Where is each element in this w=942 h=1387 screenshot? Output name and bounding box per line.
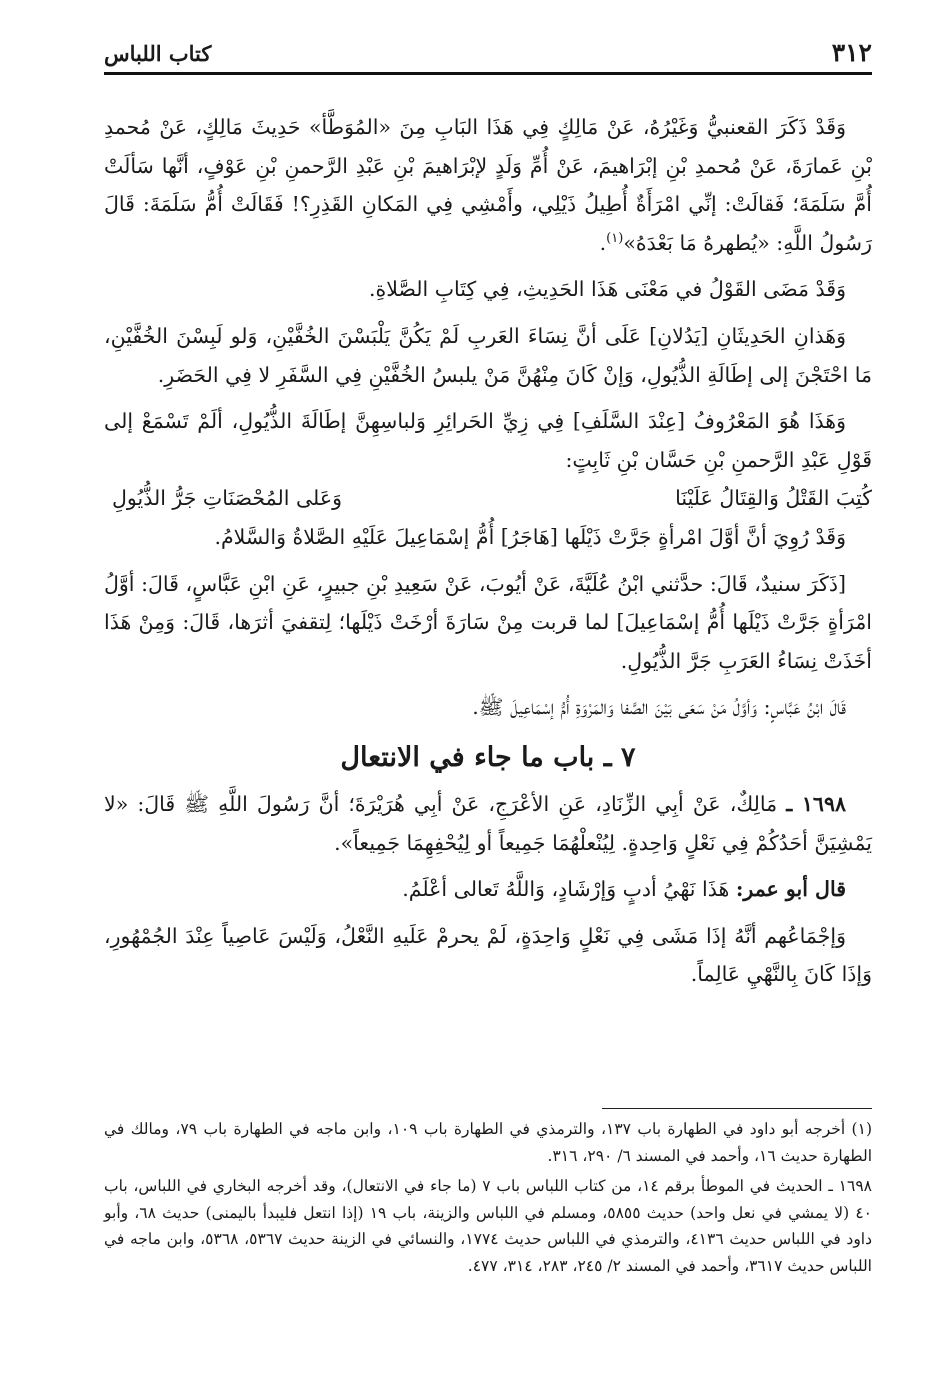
footnotes (104, 1116, 872, 1283)
paragraph-abu-umar (104, 870, 872, 909)
paragraph-two-hadiths: وَهَذانِ الحَدِيثَانِ [يَدُلانِ] عَلَى أنَّ نِسَاءَ العَربِ لَمْ يَكُنَّ يَلْبَسْنَ الخُفَّيْنِ، وَلو لَبِسْنَ الخُفَّيْنِ، مَا احْتَجْنَ إلى إطَالَةِ الذُّيُولِ، وَإنْ كَانَ مِنْهُنَّ مَنْ يلبسُ الخُفَّيْنِ فِي السَّفَرِ لا فِي الحَضَرِ. (104, 323, 872, 387)
paragraph-qanabi-text: وَقَدْ ذَكَرَ القعنبيُّ وَغَيْرُهُ، عَنْ مَالِكٍ فِي هَذَا البَابِ مِنَ «المُوَطَّأ» حَدِيثَ مَالِكٍ، عَنْ مُحمدِ بْنِ عَمارَةَ، عَنْ مُحمدِ بْنِ إبْرَاهيمَ، عَنْ أُمِّ وَلَدٍ لإبْرَاهيمَ بْنِ عَبْدِ الرَّحمنِ بْنِ عَوْفٍ، أنَّها سَألَتْ أُمَّ سَلَمَةَ؛ فَقالَتْ: إنِّي امْرَأَةٌ أُطِيلُ ذَيْلِي، وأَمْشِي فِي المَكانِ القَذِرِ؟! فَقَالَتْ أُمُّ سَلَمَةَ: قَالَ رَسُولُ اللَّهِ: «يُطهرهُ مَا بَعْدَهُ» (104, 115, 872, 255)
poetry-verse (104, 479, 872, 518)
abu-umar-text: هَذَا نَهْيُ أدبٍ وَإرْشَادٍ، وَاللَّهُ تَعالى أعْلَمُ. (402, 877, 730, 902)
paragraph-consensus: وَإجْمَاعُهم أنَّهُ إذَا مَشَى فِي نَعْلٍ وَاحِدَةٍ، لَمْ يحرمْ عَلَيهِ النَّعْلُ، وَلَيْسَ عَاصِياً عِنْدَ الجُمْهُورِ، وَإذَا كَانَ بِالنَّهْيِ عَالِماً. (104, 923, 872, 987)
page-header (104, 36, 872, 75)
footnote-divider (602, 1108, 872, 1109)
paragraph-hajar: وَقَدْ رُوِيَ أنَّ أوَّلَ امْرأةٍ جَرَّتْ ذَيْلَها [هَاجَرُ] أُمُّ إسْمَاعِيلَ عَلَيْهِ الصَّلاةُ وَالسَّلامُ. (214, 524, 846, 549)
paragraph-qanabi-end: . (599, 230, 607, 255)
verse-second-hemistich: وَعَلى المُحْصَنَاتِ جَرُّ الذُّيُولِ (112, 486, 342, 511)
hadith-1698 (104, 785, 872, 862)
abu-umar-lead: قال أبو عمر: (735, 877, 846, 902)
footnote-ref-1: (١) (606, 230, 624, 246)
section-heading: ٧ ـ باب ما جاء في الانتعال (340, 741, 636, 773)
verse-first-hemistich: كُتِبَ القَتْلُ وَالقِتَالُ عَلَيْنَا (675, 486, 872, 511)
main-text (104, 108, 872, 994)
hadith-text: مَالِكٌ، عَنْ أبِي الزِّنَادِ، عَنِ الأعْرَجِ، عَنْ أبِي هُرَيْرَةَ؛ أنَّ رَسُولَ اللَّهِ ﷺ قَالَ: «لا يَمْشِيَنَّ أحَدُكُمْ فِي نَعْلٍ وَاحِدةٍ. لِيُنْعلْهُمَا جَمِيعاً أو لِيُحْفِهِمَا جَمِيعاً». (104, 791, 872, 855)
paragraph-qanabi (104, 108, 872, 262)
page-number: ٣١٢ (831, 38, 872, 67)
hadith-number: ١٦٩٨ ـ (786, 791, 846, 816)
paragraph-prayer-book: وَقَدْ مَضَى القَوْلُ في مَعْنَى هَذَا الحَدِيثِ، فِي كِتَابِ الصَّلاةِ. (368, 277, 846, 302)
chapter-title: كتاب اللباس (104, 41, 212, 66)
footnote-1698: ١٦٩٨ ـ الحديث في الموطأ برقم ١٤، من كتاب اللباس باب ٧ (ما جاء في الانتعال)، وقد أخرجه البخاري في اللباس، باب ٤٠ (لا يمشي في نعل واحد) حديث ٥٨٥٥، ومسلم في اللباس والزينة، باب ١٩ (إذا انتعل فليبدأ باليمنى) حديث ٦٨، وأبو داود في اللباس حديث ٤١٣٦، والترمذي في اللباس حديث ١٧٧٤، والنسائي في الزينة حديث ٥٣٦٧، ٥٣٦٨، وابن ماجه في اللباس حديث ٣٦١٧، وأحمد في المسند ٢/ ٢٤٥، ٢٨٣، ٣١٤، ٤٧٧. (104, 1177, 873, 1275)
paragraph-salaf: وَهَذَا هُوَ المَعْرُوفُ [عِنْدَ السَّلَفِ] فِي زِيِّ الحَرائِرِ وَلباسِهِنَّ إطَالَةَ الذُّيُولِ، ألَمْ تَسْمَعْ إلى قَوْلِ عَبْدِ الرَّحمنِ بْنِ حَسَّان بْنِ ثَابِتٍ: (104, 409, 872, 472)
footnote-1: (١) أخرجه أبو داود في الطهارة باب ١٣٧، والترمذي في الطهارة باب ١٠٩، وابن ماجه في الطهارة باب ٧٩، ومالك في الطهارة حديث ١٦، وأحمد في المسند ٦/ ٢٩٠، ٣١٦. (104, 1120, 872, 1165)
paragraph-safa-marwa: قَالَ ابْنُ عَبَّاسٍ: وَأوَّلُ مَنْ سَعَى بَيْنَ الصَّفا وَالمَرْوَةِ أُمُّ إسْمَاعِيلَ ﷺ. (472, 695, 846, 720)
paragraph-ibn-abbas-narration: [ذَكَرَ سنيدٌ، قَالَ: حدَّثني ابْنُ عُلَيَّةَ، عَنْ أيُوبَ، عَنْ سَعِيدِ بْنِ جبيرٍ، عَنِ ابْنِ عَبَّاسٍ، قَالَ: أوَّلُ امْرَأةٍ جَرَّتْ ذَيْلَها أُمُّ إسْمَاعِيلَ] لما قربت مِنْ سَارَةَ أرْخَتْ ذَيْلَها؛ لِتقفيَ أثرَها، قَالَ: وَمِنْ هَذَا أخَذَتْ نِسَاءُ العَرَبِ جَرَّ الذُّيُولِ. (104, 571, 872, 673)
